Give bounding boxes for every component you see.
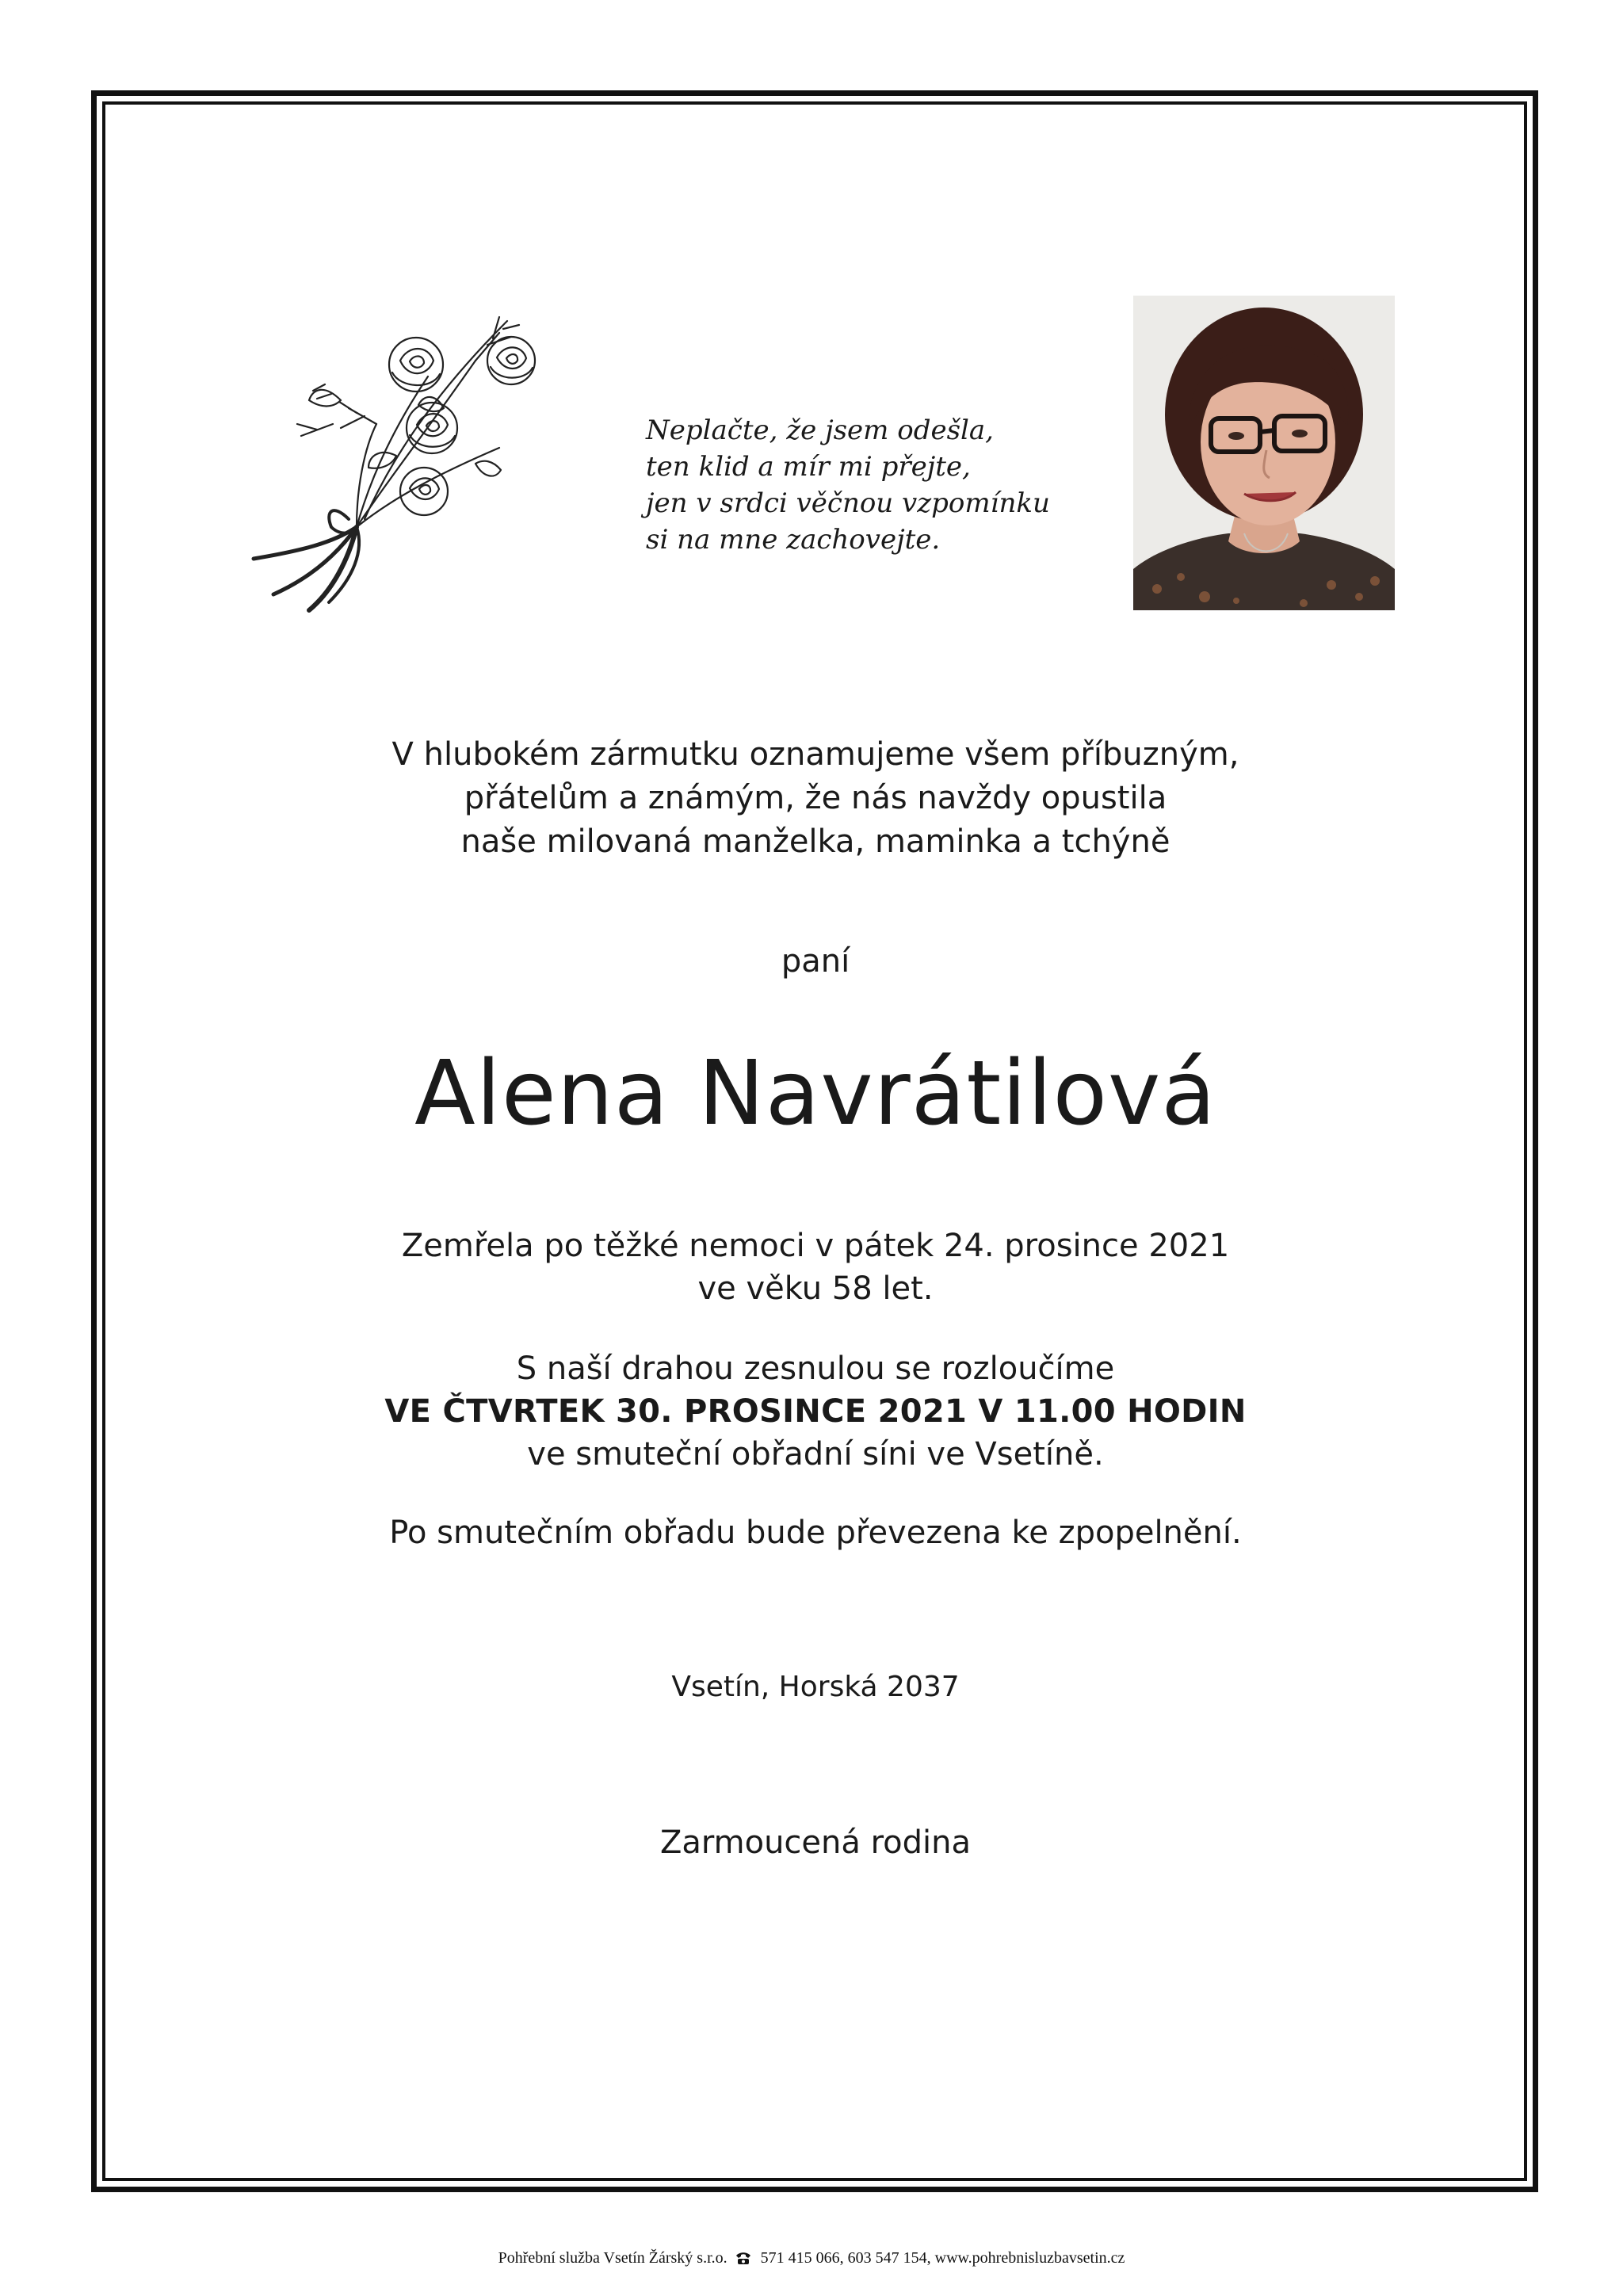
announcement-line: naše milovaná manželka, maminka a tchýně — [460, 823, 1170, 860]
farewell-intro: S naší drahou zesnulou se rozloučíme — [516, 1350, 1115, 1387]
death-line: Zemřela po těžké nemoci v pátek 24. prosince 2021 — [401, 1228, 1230, 1264]
farewell-place: ve smuteční obřadní síni ve Vsetíně. — [527, 1436, 1104, 1473]
death-line: ve věku 58 let. — [697, 1270, 934, 1307]
footer-company: Pohřební služba Vsetín Žárský s.r.o. — [498, 2249, 727, 2267]
farewell-info — [103, 1347, 1528, 1476]
footer-website[interactable]: www.pohrebnisluzbavsetin.cz — [934, 2249, 1125, 2267]
poem-line: si na mne zachovejte. — [646, 524, 941, 556]
poem-line: Neplačte, že jsem odešla, — [646, 415, 994, 446]
family-address: Vsetín, Horská 2037 — [671, 1671, 960, 1703]
footer — [0, 2247, 1623, 2271]
phone-icon — [735, 2249, 752, 2271]
farewell-datetime: VE ČTVRTEK 30. PROSINCE 2021 V 11.00 HODIN — [384, 1393, 1247, 1430]
rose-bouquet-icon — [238, 289, 571, 614]
cremation-note: Po smutečním obřadu bude převezena ke zpopelnění. — [389, 1515, 1242, 1551]
announcement — [103, 733, 1528, 864]
death-notice — [103, 1224, 1528, 1310]
poem-line: ten klid a mír mi přejte, — [646, 451, 971, 483]
footer-phones: 571 415 066, 603 547 154, — [760, 2249, 931, 2267]
deceased-name: Alena Navrátilová — [414, 1042, 1216, 1145]
portrait-photo — [1133, 296, 1395, 610]
announcement-line: přátelům a známým, že nás navždy opustila — [464, 780, 1167, 816]
honorific: paní — [781, 943, 850, 980]
poem — [646, 412, 1121, 558]
signature: Zarmoucená rodina — [659, 1824, 972, 1861]
announcement-line: V hlubokém zármutku oznamujeme všem příbuzným, — [391, 736, 1239, 773]
poem-line: jen v srdci věčnou vzpomínku — [646, 487, 1050, 519]
